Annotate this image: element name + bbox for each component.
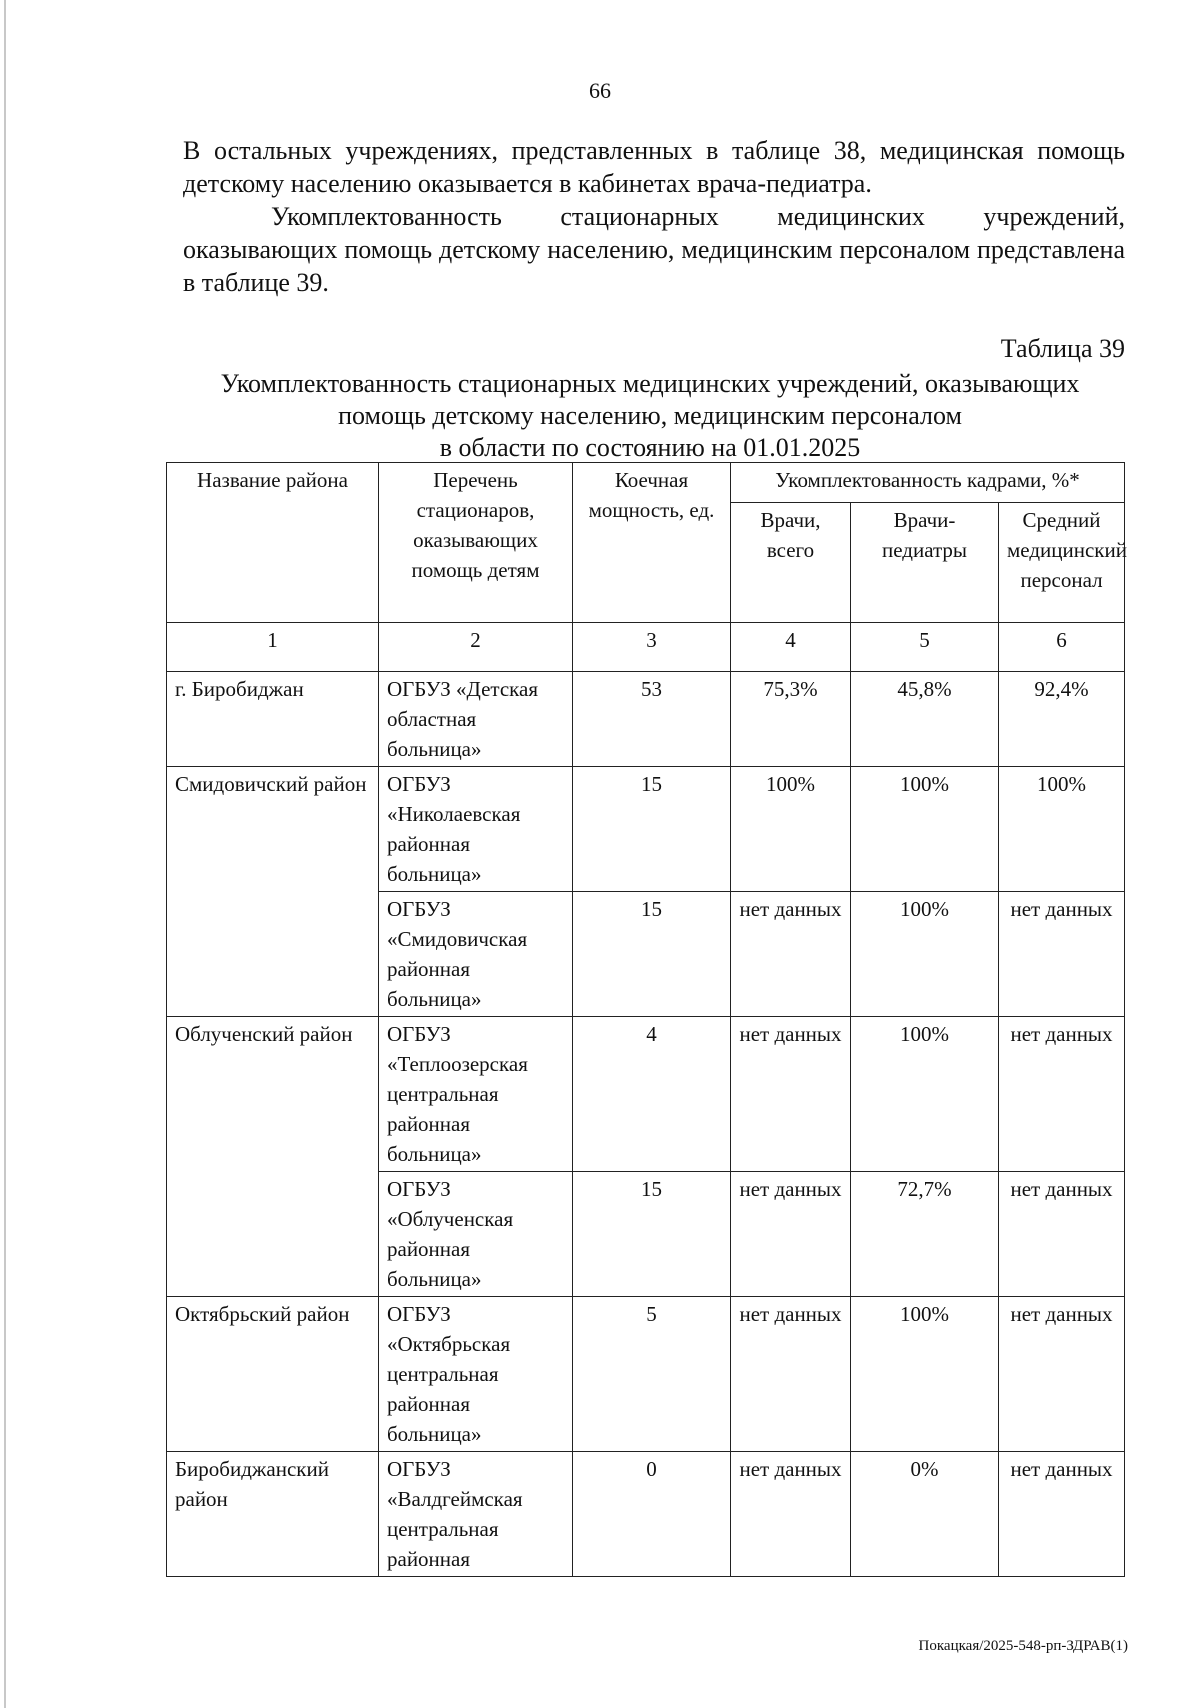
cell-pediatricians: 100%: [851, 1017, 999, 1172]
header-beds: Коечная мощность, ед.: [573, 463, 731, 623]
column-number: 1: [167, 623, 379, 672]
cell-pediatricians: 0%: [851, 1452, 999, 1577]
cell-doctors: нет данных: [731, 1297, 851, 1452]
cell-district: г. Биробиджан: [167, 672, 379, 767]
cell-district: Смидовичский район: [167, 767, 379, 1017]
cell-district: Октябрьский район: [167, 1297, 379, 1452]
cell-beds: 15: [573, 767, 731, 892]
caption-line: в области по состоянию на 01.01.2025: [439, 433, 861, 462]
cell-pediatricians: 100%: [851, 892, 999, 1017]
cell-hospital: ОГБУЗ «Смидовичская районная больница»: [379, 892, 573, 1017]
cell-nurses: нет данных: [999, 892, 1125, 1017]
cell-hospital: ОГБУЗ «Октябрьская центральная районная больница»: [379, 1297, 573, 1452]
cell-hospital: ОГБУЗ «Детская областная больница»: [379, 672, 573, 767]
cell-beds: 4: [573, 1017, 731, 1172]
cell-doctors: нет данных: [731, 1017, 851, 1172]
cell-beds: 15: [573, 1172, 731, 1297]
cell-pediatricians: 45,8%: [851, 672, 999, 767]
page-number: 66: [589, 78, 611, 103]
table-row: [167, 1017, 1125, 1172]
cell-nurses: нет данных: [999, 1172, 1125, 1297]
cell-hospital: ОГБУЗ «Валдгеймская центральная районная: [379, 1452, 573, 1577]
header-staffing-group: Укомплектованность кадрами, %*: [731, 463, 1125, 503]
cell-beds: 0: [573, 1452, 731, 1577]
paragraph: В остальных учреждениях, представленных в таблице 38, медицинская помощь детскому населению оказывается в кабинетах врача-педиатра.: [183, 136, 1125, 198]
cell-district: Облученский район: [167, 1017, 379, 1297]
column-number: 3: [573, 623, 731, 672]
cell-nurses: нет данных: [999, 1017, 1125, 1172]
cell-doctors: нет данных: [731, 1172, 851, 1297]
cell-doctors: нет данных: [731, 892, 851, 1017]
caption-line: Укомплектованность стационарных медицинских учреждений, оказывающих: [220, 369, 1080, 398]
cell-pediatricians: 72,7%: [851, 1172, 999, 1297]
table-row: [167, 672, 1125, 767]
column-number: 5: [851, 623, 999, 672]
cell-nurses: 92,4%: [999, 672, 1125, 767]
column-number: 4: [731, 623, 851, 672]
header-nurses: Средний медицинский персонал: [999, 503, 1125, 623]
header-pediatricians: Врачи-педиатры: [851, 503, 999, 623]
body-text: [183, 134, 1125, 299]
column-number-row: [167, 623, 1125, 672]
header-district: Название района: [167, 463, 379, 623]
cell-pediatricians: 100%: [851, 1297, 999, 1452]
cell-nurses: 100%: [999, 767, 1125, 892]
column-number: 2: [379, 623, 573, 672]
cell-pediatricians: 100%: [851, 767, 999, 892]
table-caption: [160, 368, 1140, 464]
table-row: [167, 1297, 1125, 1452]
table-row: [167, 767, 1125, 892]
document-footer: Покацкая/2025-548-рп-ЗДРАВ(1): [918, 1638, 1128, 1654]
cell-hospital: ОГБУЗ «Николаевская районная больница»: [379, 767, 573, 892]
cell-beds: 15: [573, 892, 731, 1017]
header-hospitals: Перечень стационаров, оказывающих помощь детям: [379, 463, 573, 623]
table-number: Таблица 39: [1000, 334, 1125, 363]
staffing-table: [166, 462, 1125, 1577]
column-number: 6: [999, 623, 1125, 672]
cell-nurses: нет данных: [999, 1452, 1125, 1577]
header-doctors-total: Врачи, всего: [731, 503, 851, 623]
cell-district: Биробиджанский район: [167, 1452, 379, 1577]
cell-doctors: нет данных: [731, 1452, 851, 1577]
page-edge: [4, 0, 6, 1708]
paragraph: Укомплектованность стационарных медицинских учреждений, оказывающих помощь детскому населению, медицинским персоналом представлена в таблице 39.: [183, 202, 1125, 297]
cell-hospital: ОГБУЗ «Теплоозерская центральная районная больница»: [379, 1017, 573, 1172]
cell-hospital: ОГБУЗ «Облученская районная больница»: [379, 1172, 573, 1297]
cell-doctors: 100%: [731, 767, 851, 892]
table-row: [167, 1452, 1125, 1577]
cell-nurses: нет данных: [999, 1297, 1125, 1452]
caption-line: помощь детскому населению, медицинским персоналом: [338, 401, 962, 430]
cell-doctors: 75,3%: [731, 672, 851, 767]
cell-beds: 5: [573, 1297, 731, 1452]
cell-beds: 53: [573, 672, 731, 767]
